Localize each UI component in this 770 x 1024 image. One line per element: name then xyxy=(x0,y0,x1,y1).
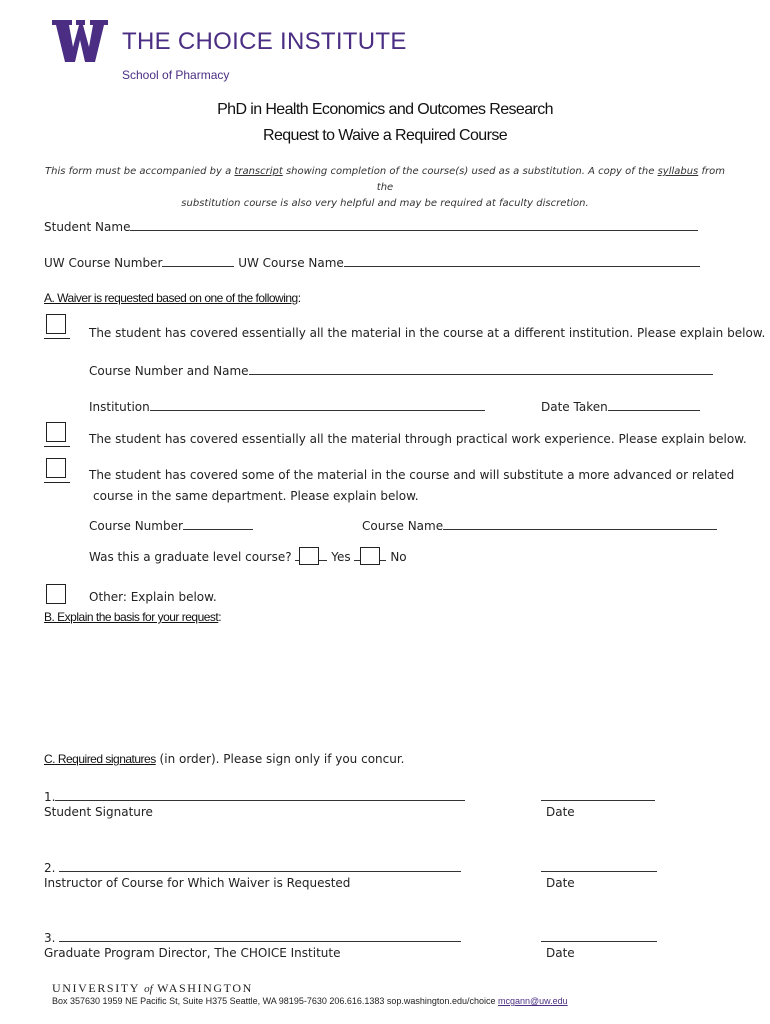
option4-checkbox[interactable] xyxy=(46,584,66,604)
director-date-label: Date xyxy=(546,946,575,960)
uw-course-name-field[interactable] xyxy=(344,254,700,267)
intro-part1: This form must be accompanied by a xyxy=(45,166,235,177)
no-label: No xyxy=(390,550,407,564)
school-name: School of Pharmacy xyxy=(122,68,230,82)
uw-course-number-field[interactable] xyxy=(162,254,234,267)
option3-text-line1: The student has covered some of the material in the course and will substitute a more advanced or related xyxy=(89,468,735,482)
footer-email-link[interactable]: mcgann@uw.edu xyxy=(497,996,568,1006)
course-number-label: Course Number xyxy=(89,519,183,533)
student-date-field[interactable] xyxy=(541,788,655,801)
option2-text: The student has covered essentially all the material through practical work experience. Please explain below. xyxy=(89,432,747,446)
course-name-label: Course Name xyxy=(362,519,444,533)
uw-course-name-label: UW Course Name xyxy=(238,256,344,270)
footer-address-text: Box 357630 1959 NE Pacific St, Suite H375 Seattle, WA 98195-7630 206.616.1383 sop.washington.edu/choice xyxy=(52,996,498,1006)
section-c-heading-text: C. Required signatures xyxy=(44,752,156,766)
date-taken-label: Date Taken xyxy=(541,400,608,414)
wordmark-of: of xyxy=(144,983,153,995)
intro-part2: showing completion of the course(s) used as a substitution. A copy of the xyxy=(282,166,658,177)
transcript-link: transcript xyxy=(234,166,283,177)
director-signature-field[interactable] xyxy=(44,929,461,945)
form-subtitle: Request to Waive a Required Course xyxy=(262,127,508,144)
institution-field[interactable] xyxy=(89,398,485,414)
graduate-question-label: Was this a graduate level course? xyxy=(89,550,292,564)
date-taken-field[interactable] xyxy=(541,398,700,414)
intro-line2: substitution course is also very helpful and may be required at faculty discretion. xyxy=(181,198,589,209)
director-date-field[interactable] xyxy=(541,929,657,942)
section-a-heading-text: A. Waiver is requested based on one of the following xyxy=(44,291,298,305)
explanation-area[interactable] xyxy=(44,632,724,742)
student-signature-label: Student Signature xyxy=(44,805,153,819)
wordmark-washington: WASHINGTON xyxy=(157,981,253,995)
student-signature-field[interactable] xyxy=(44,788,465,804)
option2-underline xyxy=(44,446,70,447)
option3-checkbox[interactable] xyxy=(46,458,66,478)
intro-part3: from the xyxy=(376,166,725,193)
option3-underline xyxy=(44,482,70,483)
yes-checkbox[interactable] xyxy=(299,547,319,565)
uw-course-row xyxy=(44,254,700,270)
instructor-date-field[interactable] xyxy=(541,859,657,872)
intro-text xyxy=(40,164,730,212)
section-a-colon: : xyxy=(297,291,301,305)
instructor-signature-label: Instructor of Course for Which Waiver is Requested xyxy=(44,876,351,890)
sig2-number: 2. xyxy=(44,861,60,875)
student-name-label: Student Name xyxy=(44,220,131,234)
course-number-field[interactable] xyxy=(89,517,253,533)
sig3-number: 3. xyxy=(44,931,60,945)
course-number-name-field[interactable] xyxy=(89,362,713,378)
instructor-date-label: Date xyxy=(546,876,575,890)
no-checkbox[interactable] xyxy=(360,547,380,565)
university-wordmark xyxy=(52,981,253,996)
option4-text: Other: Explain below. xyxy=(89,590,217,604)
footer-address xyxy=(52,996,568,1006)
course-name-field[interactable] xyxy=(362,517,717,533)
section-b-colon: : xyxy=(218,610,222,624)
option1-text: The student has covered essentially all the material in the course at a different institution. Please explain below. xyxy=(89,326,766,340)
yes-label: Yes xyxy=(331,550,351,564)
sig1-number: 1. xyxy=(44,790,56,804)
instructor-signature-field[interactable] xyxy=(44,859,461,875)
option1-checkbox[interactable] xyxy=(46,314,66,334)
student-name-field[interactable] xyxy=(44,218,698,234)
section-b-heading-text: B. Explain the basis for your request xyxy=(44,610,219,624)
graduate-level-row xyxy=(89,547,407,565)
section-c-heading xyxy=(44,752,405,766)
section-a-heading xyxy=(44,291,301,305)
section-b-heading xyxy=(44,610,221,624)
option2-checkbox[interactable] xyxy=(46,422,66,442)
student-date-label: Date xyxy=(546,805,575,819)
director-signature-label: Graduate Program Director, The CHOICE Institute xyxy=(44,946,341,960)
uw-course-number-label: UW Course Number xyxy=(44,256,163,270)
option3-text-line2: course in the same department. Please explain below. xyxy=(93,489,419,503)
institute-name: THE CHOICE INSTITUTE xyxy=(122,28,407,55)
uw-w-logo xyxy=(52,20,108,62)
wordmark-university: UNIVERSITY xyxy=(52,981,140,995)
syllabus-link: syllabus xyxy=(657,166,699,177)
option1-underline xyxy=(44,338,70,339)
section-c-rest: (in order). Please sign only if you concur. xyxy=(155,752,405,766)
institution-label: Institution xyxy=(89,400,150,414)
form-title: PhD in Health Economics and Outcomes Research xyxy=(217,101,553,118)
course-number-name-label: Course Number and Name xyxy=(89,364,249,378)
